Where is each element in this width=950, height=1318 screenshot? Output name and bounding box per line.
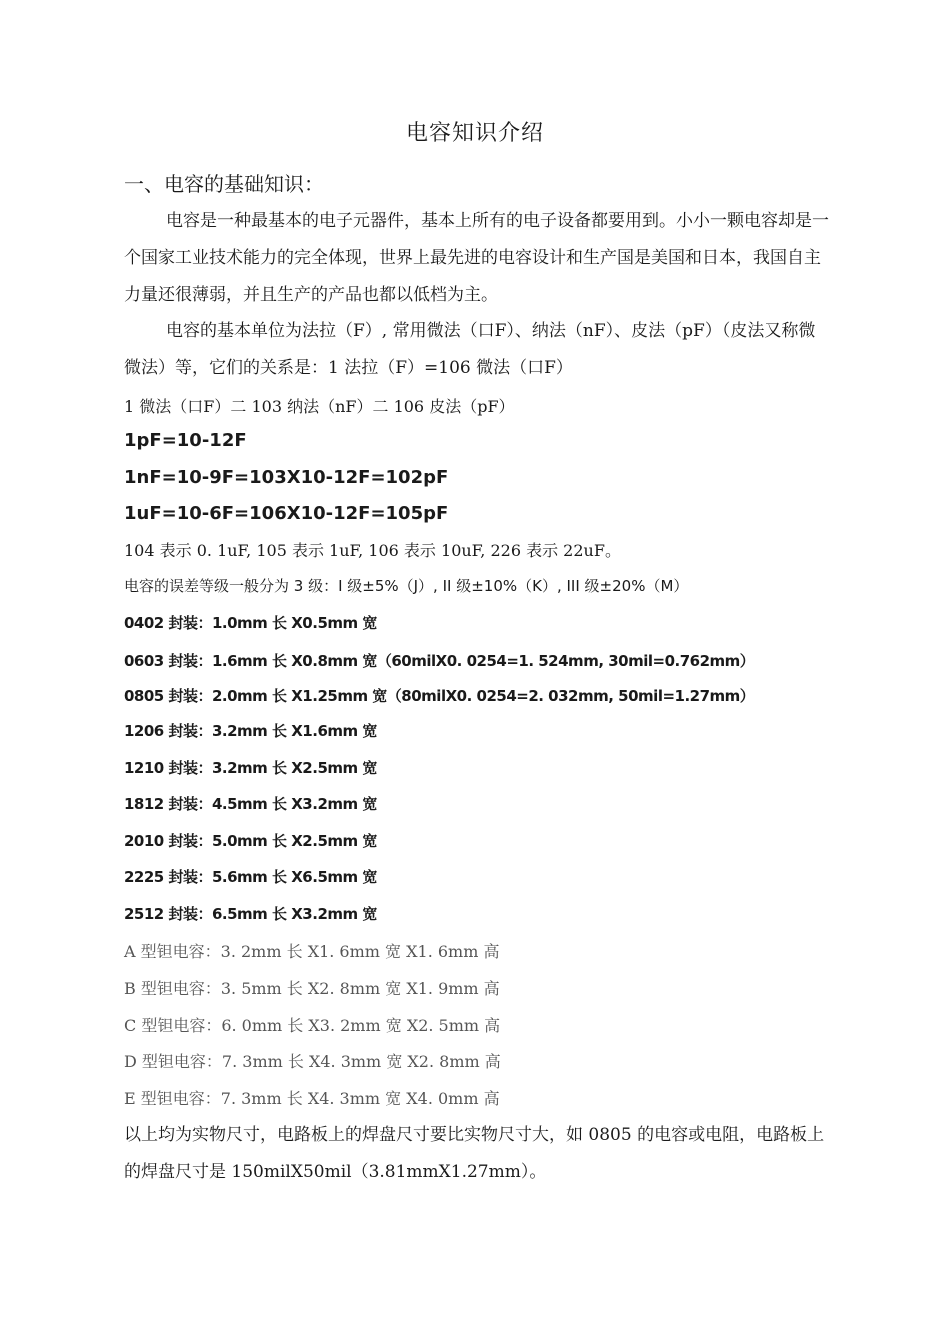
package-line: 2225 封装：5.6mm 长 X6.5mm 宽 <box>124 868 377 886</box>
paragraph-units-text: 电容的基本单位为法拉（F）, 常用微法（口F）、纳法（nF）、皮法（pF）（皮法又称微微法）等，它们的关系是：1 法拉（F）=106 微法（口F） <box>124 321 816 378</box>
package-line: 0805 封装：2.0mm 长 X1.25mm 宽（80milX0. 0254=2. 032mm, 50mil=1.27mm） <box>124 687 755 705</box>
package-line: 1812 封装：4.5mm 长 X3.2mm 宽 <box>124 795 377 813</box>
tantalum-line: D 型钽电容：7. 3mm 长 X4. 3mm 宽 X2. 8mm 高 <box>124 1052 501 1071</box>
paragraph-intro <box>124 203 829 314</box>
tantalum-line: C 型钽电容：6. 0mm 长 X3. 2mm 宽 X2. 5mm 高 <box>124 1016 501 1035</box>
tolerance-line: 电容的误差等级一般分为 3 级：I 级±5%（J）, II 级±10%（K）, III 级±20%（M） <box>124 577 689 595</box>
formula-uf: 1uF=10-6F=106X10-12F=105pF <box>124 503 449 524</box>
package-line: 1210 封装：3.2mm 长 X2.5mm 宽 <box>124 759 377 777</box>
page-title: 电容知识介绍 <box>405 121 544 146</box>
pad-size-paragraph: 以上均为实物尺寸，电路板上的焊盘尺寸要比实物尺寸大，如 0805 的电容或电阻，电路板上的焊盘尺寸是 150milX50mil（3.81mmX1.27mm）。 <box>124 1125 825 1182</box>
paragraph-intro-text: 电容是一种最基本的电子元器件，基本上所有的电子设备都要用到。小小一颗电容却是一个国家工业技术能力的完全体现，世界上最先进的电容设计和生产国是美国和日本，我国自主力量还很薄弱，并且生产的产品也都以低档为主。 <box>124 211 829 305</box>
formula-pf: 1pF=10-12F <box>124 430 247 451</box>
tantalum-line: B 型钽电容：3. 5mm 长 X2. 8mm 宽 X1. 9mm 高 <box>124 979 500 998</box>
package-line: 0402 封装：1.0mm 长 X0.5mm 宽 <box>124 614 377 632</box>
formula-nf: 1nF=10-9F=103X10-12F=102pF <box>124 467 449 488</box>
package-line: 2010 封装：5.0mm 长 X2.5mm 宽 <box>124 832 377 850</box>
section-heading: 一、电容的基础知识： <box>124 172 324 196</box>
tantalum-line: E 型钽电容：7. 3mm 长 X4. 3mm 宽 X4. 0mm 高 <box>124 1089 500 1108</box>
paragraph-units <box>124 313 829 387</box>
unit-relation-line: 1 微法（口F）二 103 纳法（nF）二 106 皮法（pF） <box>124 397 515 416</box>
package-line: 2512 封装：6.5mm 长 X3.2mm 宽 <box>124 905 377 923</box>
package-line: 0603 封装：1.6mm 长 X0.8mm 宽（60milX0. 0254=1. 524mm, 30mil=0.762mm） <box>124 652 755 670</box>
code-meaning-line: 104 表示 0. 1uF, 105 表示 1uF, 106 表示 10uF, 226 表示 22uF。 <box>124 541 621 560</box>
package-line: 1206 封装：3.2mm 长 X1.6mm 宽 <box>124 722 377 740</box>
tantalum-line: A 型钽电容：3. 2mm 长 X1. 6mm 宽 X1. 6mm 高 <box>124 942 500 961</box>
